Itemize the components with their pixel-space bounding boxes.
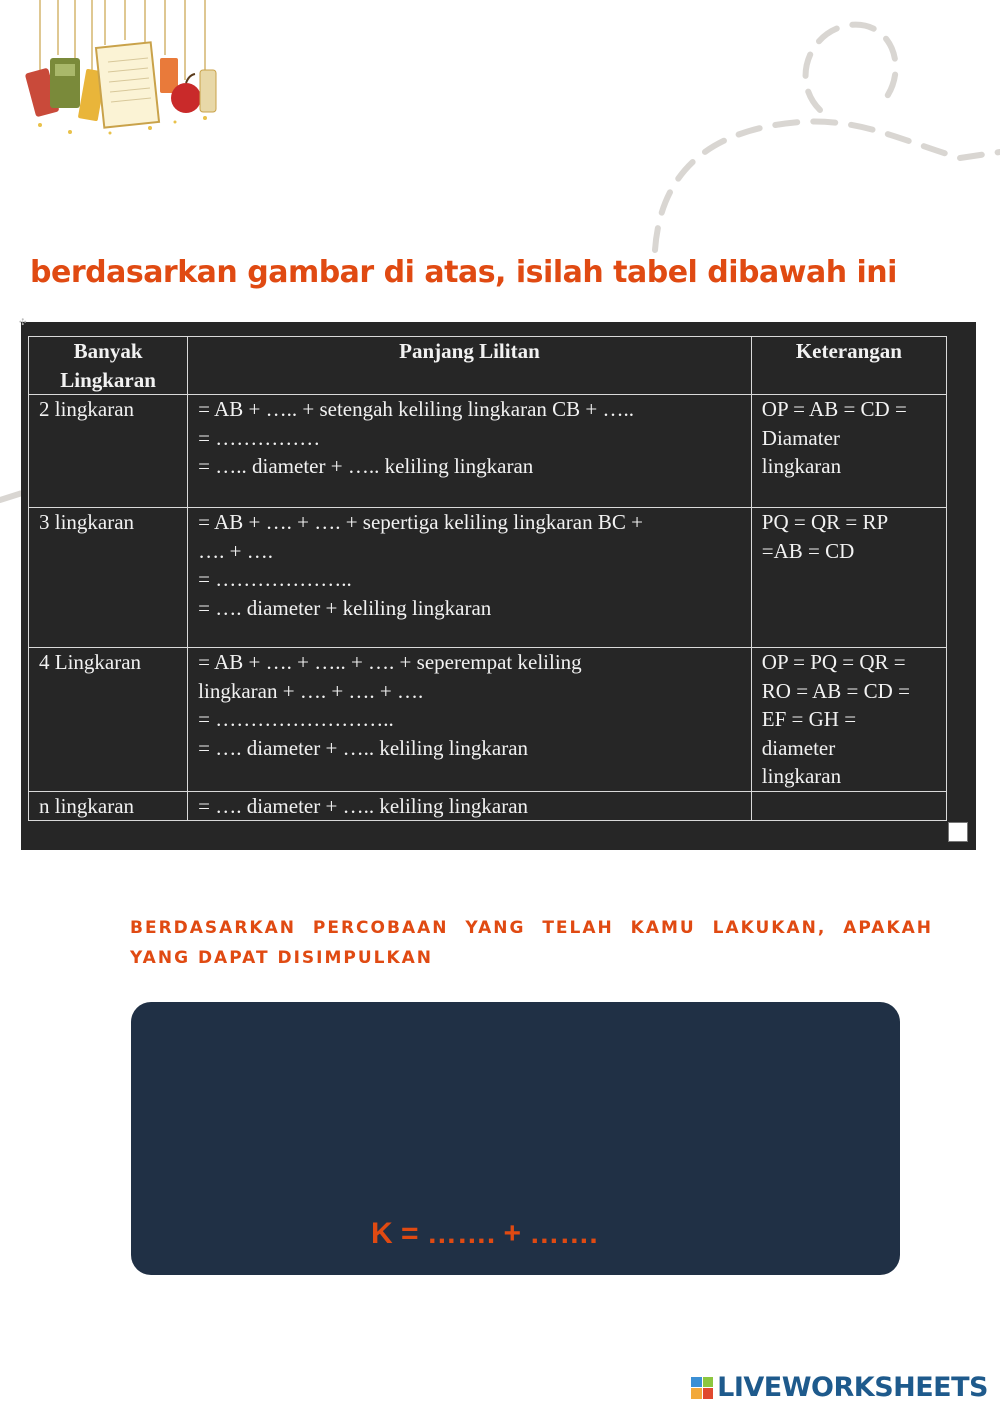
note-line: Diamater — [761, 425, 840, 450]
formula-line: = …………………….. — [198, 707, 394, 731]
note-line: diameter — [761, 735, 836, 760]
row-label: 3 lingkaran — [29, 508, 188, 648]
table-row — [29, 508, 947, 648]
table-row — [29, 791, 947, 821]
header-text: Banyak — [73, 339, 143, 363]
header-panjang-lilitan — [188, 337, 752, 395]
row-label: 4 Lingkaran — [29, 648, 188, 792]
formula-line: = AB + ….. + setengah keliling lingkaran CB + ….. — [198, 397, 635, 421]
formula-line: = …. diameter + keliling lingkaran — [198, 595, 492, 620]
page-title: berdasarkan gambar di atas, isilah tabel dibawah ini — [30, 255, 897, 290]
formula-line: = ……………….. — [198, 567, 352, 591]
note-line: OP = PQ = QR = — [761, 650, 906, 674]
formula-line: = ….. diameter + ….. keliling lingkaran — [198, 454, 534, 478]
formula-cell[interactable] — [188, 508, 752, 648]
formula-line: = …………… — [198, 425, 321, 450]
row-label: n lingkaran — [29, 791, 188, 821]
header-text: Panjang Lilitan — [399, 339, 540, 363]
note-line: OP = AB = CD = — [761, 397, 907, 421]
note-line: lingkaran — [761, 454, 842, 478]
row-label: 2 lingkaran — [29, 395, 188, 508]
note-cell — [751, 508, 946, 648]
liveworksheets-logo-icon — [691, 1377, 713, 1399]
table-panel — [19, 318, 976, 850]
formula-line: = AB + …. + ….. + …. + seperempat keliling — [198, 650, 582, 674]
table-resize-handle[interactable] — [948, 822, 968, 842]
note-line: =AB = CD — [761, 538, 855, 563]
conclusion-formula: K = ……. + ……. — [371, 1217, 598, 1250]
header-text: Keterangan — [795, 339, 902, 363]
brand-footer — [691, 1372, 988, 1403]
formula-line: lingkaran + …. + …. + …. — [198, 678, 424, 703]
header-keterangan — [751, 337, 946, 395]
formula-cell[interactable] — [188, 648, 752, 792]
formula-line: = …. diameter + ….. keliling lingkaran — [198, 793, 529, 818]
winding-length-table — [28, 336, 947, 821]
table-row — [29, 648, 947, 792]
brand-text: LIVEWORKSHEETS — [717, 1372, 988, 1403]
answer-box[interactable] — [131, 1002, 900, 1275]
formula-line: = AB + …. + …. + sepertiga keliling lingkaran BC + — [198, 510, 643, 534]
formula-cell[interactable] — [188, 395, 752, 508]
note-cell — [751, 648, 946, 792]
note-cell — [751, 791, 946, 821]
note-cell — [751, 395, 946, 508]
table-move-handle-icon[interactable]: ✣ — [19, 318, 27, 328]
formula-line: …. + …. — [198, 538, 274, 563]
note-line: PQ = QR = RP — [761, 510, 889, 534]
header-banyak-lingkaran — [29, 337, 188, 395]
formula-line: = …. diameter + ….. keliling lingkaran — [198, 735, 529, 760]
note-line: EF = GH = — [761, 707, 857, 731]
note-line: RO = AB = CD = — [761, 678, 910, 703]
table-row — [29, 395, 947, 508]
table-header-row — [29, 337, 947, 395]
formula-cell[interactable] — [188, 791, 752, 821]
question-text: BERDASARKAN PERCOBAAN YANG TELAH KAMU LAKUKAN, APAKAH YANG DAPAT DISIMPULKAN — [130, 918, 933, 968]
header-text: Lingkaran — [60, 367, 156, 392]
note-line: lingkaran — [761, 764, 842, 788]
